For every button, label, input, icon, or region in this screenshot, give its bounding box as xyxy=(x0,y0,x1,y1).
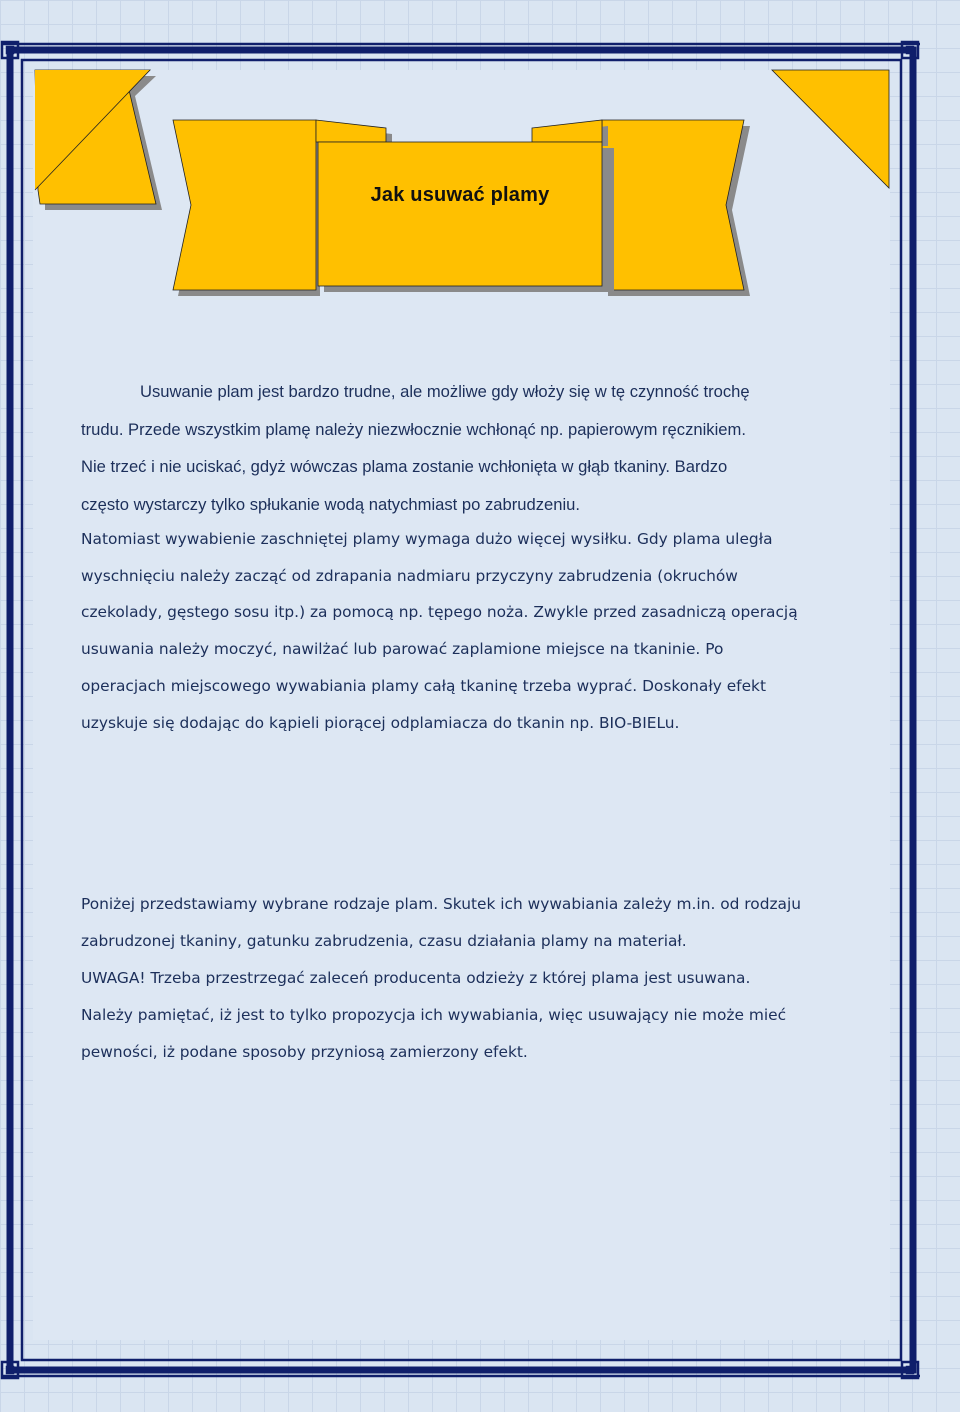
banner-right-tail xyxy=(772,70,889,188)
text-line: Usuwanie plam jest bardzo trudne, ale możliwe gdy włoży się w tę czynność trochę xyxy=(140,382,750,401)
text-line: Nie trzeć i nie uciskać, gdyż wówczas plama zostanie wchłonięta w głąb tkaniny. Bardzo xyxy=(81,457,728,476)
text-line: Natomiast wywabienie zaschniętej plamy wymaga dużo więcej wysiłku. Gdy plama uległa xyxy=(81,530,773,548)
title-banner xyxy=(0,0,960,320)
warning-line: UWAGA! Trzeba przestrzegać zaleceń producenta odzieży z której plama jest usuwana. xyxy=(81,969,751,987)
text-line: usuwania należy moczyć, nawilżać lub parować zaplamione miejsce na tkaninie. Po xyxy=(81,640,724,659)
text-line: Należy pamiętać, iż jest to tylko propozycja ich wywabiania, więc usuwający nie może mieć xyxy=(81,1006,787,1024)
text-line: często wystarczy tylko spłukanie wodą natychmiast po zabrudzeniu. xyxy=(81,494,580,514)
text-line: czekolady, gęstego sosu itp.) za pomocą np. tępego noża. Zwykle przed zasadniczą operacją xyxy=(81,603,798,622)
text-line: uzyskuje się dodając do kąpieli piorącej odplamiacza do tkanin np. BIO-BIELu. xyxy=(81,713,680,732)
page-title: Jak usuwać plamy xyxy=(370,184,550,206)
text-line: operacjach miejscowego wywabiania plamy całą tkaninę trzeba wyprać. Doskonały efekt xyxy=(81,676,766,695)
text-line: Poniżej przedstawiamy wybrane rodzaje plam. Skutek ich wywabiania zależy m.in. od rodzaju xyxy=(81,895,802,913)
text-line: pewności, iż podane sposoby przyniosą zamierzony efekt. xyxy=(81,1043,528,1061)
banner-center xyxy=(318,142,602,286)
dried-stain-paragraph xyxy=(81,521,851,741)
stain-types-paragraph xyxy=(81,886,851,1071)
text-line: wyschnięciu należy zacząć od zdrapania nadmiaru przyczyny zabrudzenia (okruchów xyxy=(81,566,738,585)
text-line: zabrudzonej tkaniny, gatunku zabrudzenia, czasu działania plamy na materiał. xyxy=(81,932,687,950)
intro-paragraph xyxy=(81,373,851,523)
text-line: trudu. Przede wszystkim plamę należy niezwłocznie wchłonąć np. papierowym ręcznikiem. xyxy=(81,419,746,439)
